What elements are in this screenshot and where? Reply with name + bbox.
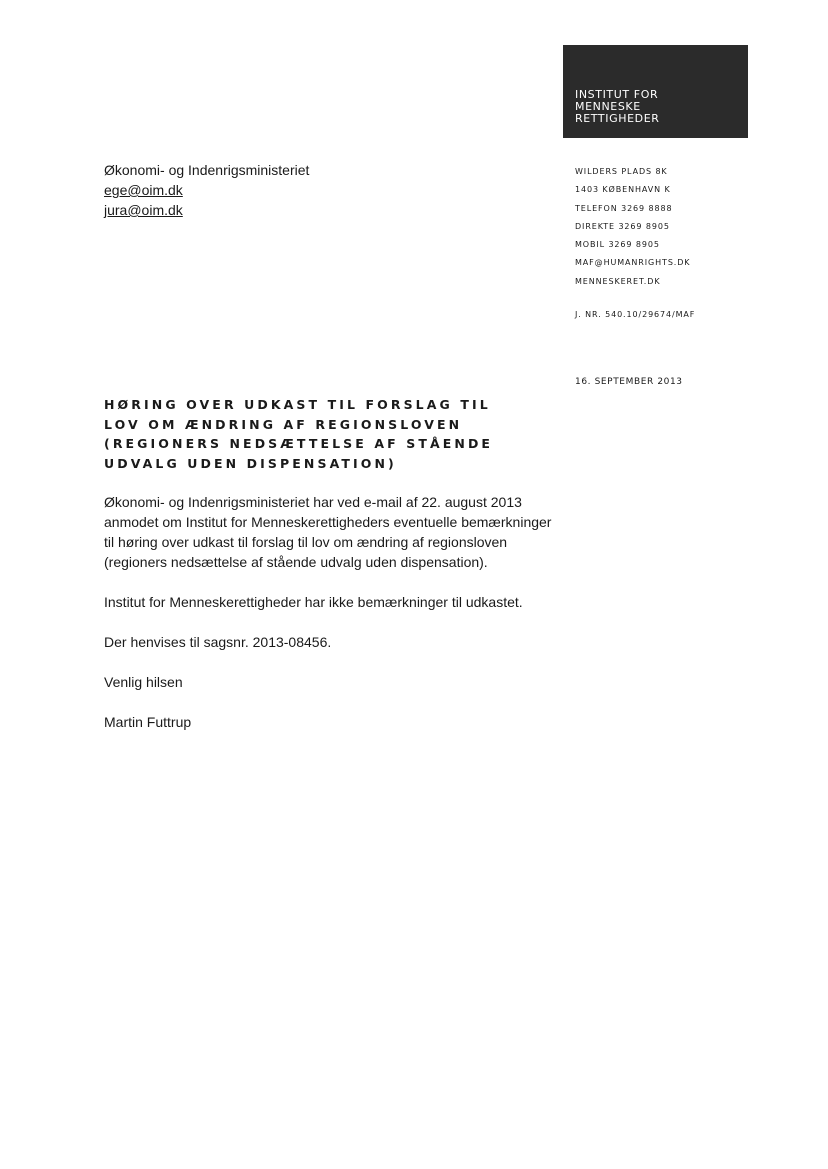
sender-direct-phone: DIREKTE 3269 8905	[575, 221, 670, 231]
sender-website: MENNESKERET.DK	[575, 276, 661, 286]
letter-subject: HØRING OVER UDKAST TIL FORSLAG TIL LOV OM ÆNDRING AF REGIONSLOVEN (REGIONERS NEDSÆTTELSE AF STÅENDE UDVALG UDEN DISPENSATION)	[104, 397, 494, 471]
signature-name: Martin Futtrup	[104, 714, 192, 730]
logo-line-1: INSTITUT FOR	[575, 88, 659, 101]
recipient-email-link-2[interactable]: jura@oim.dk	[104, 202, 183, 218]
sender-address-city: 1403 KØBENHAVN K	[575, 185, 671, 195]
body-paragraph-2: Institut for Menneskerettigheder har ikke bemærkninger til udkastet.	[104, 594, 523, 610]
letter-body	[104, 492, 554, 752]
sender-phone: TELEFON 3269 8888	[575, 203, 673, 213]
recipient-block	[104, 160, 309, 220]
body-paragraph-1: Økonomi- og Indenrigsministeriet har ved e-mail af 22. august 2013 anmodet om Institut for Menneskerettigheders eventuelle bemærkninger til høring over udkast til forslag til lov om ændring af regionsloven (regioners nedsættelse af stående udvalg uden dispensation).	[104, 494, 552, 570]
recipient-name: Økonomi- og Indenrigsministeriet	[104, 162, 310, 178]
logo-line-2: MENNESKE	[575, 100, 641, 113]
body-paragraph-3: Der henvises til sagsnr. 2013-08456.	[104, 634, 332, 650]
sender-mobile: MOBIL 3269 8905	[575, 240, 660, 250]
closing-greeting: Venlig hilsen	[104, 674, 183, 690]
recipient-email-link-1[interactable]: ege@oim.dk	[104, 182, 183, 198]
sender-contact-block	[575, 163, 690, 291]
sender-address-street: WILDERS PLADS 8K	[575, 167, 668, 176]
letter-date: 16. SEPTEMBER 2013	[575, 377, 683, 387]
institute-logo	[563, 45, 748, 138]
logo-line-3: RETTIGHEDER	[575, 112, 660, 125]
journal-number: J. NR. 540.10/29674/MAF	[575, 310, 696, 319]
sender-email: MAF@HUMANRIGHTS.DK	[575, 258, 691, 268]
